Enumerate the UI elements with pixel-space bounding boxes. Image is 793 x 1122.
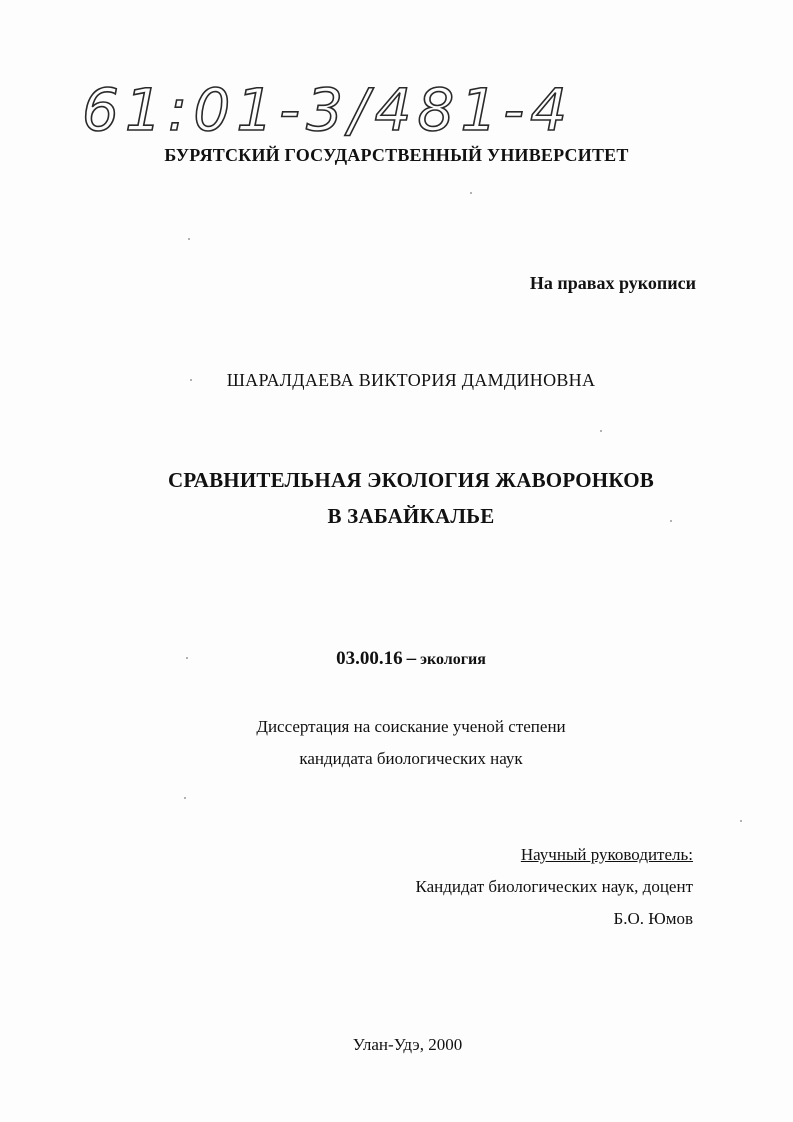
place-and-year: Улан-Удэ, 2000	[352, 1035, 463, 1054]
manuscript-rights-note: На правах рукописи	[529, 273, 696, 293]
supervisor-degree: Кандидат биологических наук, доцент	[415, 877, 693, 896]
scan-speck	[600, 430, 602, 432]
scan-speck	[188, 238, 190, 240]
dissertation-purpose-line-1: Диссертация на соискание ученой степени	[256, 717, 566, 736]
university-name: БУРЯТСКИЙ ГОСУДАРСТВЕННЫЙ УНИВЕРСИТЕТ	[164, 145, 629, 165]
scan-speck	[670, 520, 672, 522]
scan-speck	[190, 379, 192, 381]
thesis-title-line-1: СРАВНИТЕЛЬНАЯ ЭКОЛОГИЯ ЖАВОРОНКОВ	[168, 468, 654, 492]
specialty-field: экология	[420, 651, 486, 668]
specialty-line	[0, 648, 793, 670]
handwritten-code-svg	[82, 70, 574, 150]
author-name: ШАРАЛДАЕВА ВИКТОРИЯ ДАМДИНОВНА	[226, 370, 596, 390]
scan-speck	[184, 797, 186, 799]
scan-speck	[740, 820, 742, 822]
dissertation-purpose-line-2: кандидата биологических наук	[299, 749, 523, 768]
thesis-title-line-2: В ЗАБАЙКАЛЬЕ	[327, 504, 495, 528]
supervisor-name: Б.О. Юмов	[613, 909, 693, 928]
supervisor-label: Научный руководитель:	[520, 845, 693, 864]
scan-speck	[470, 192, 472, 194]
handwritten-code-text: 61:01-3/481-4	[82, 76, 574, 144]
handwritten-archive-code	[82, 70, 574, 150]
scan-speck	[186, 657, 188, 659]
specialty-code: 03.00.16	[336, 648, 403, 669]
specialty-dash: –	[406, 648, 417, 669]
